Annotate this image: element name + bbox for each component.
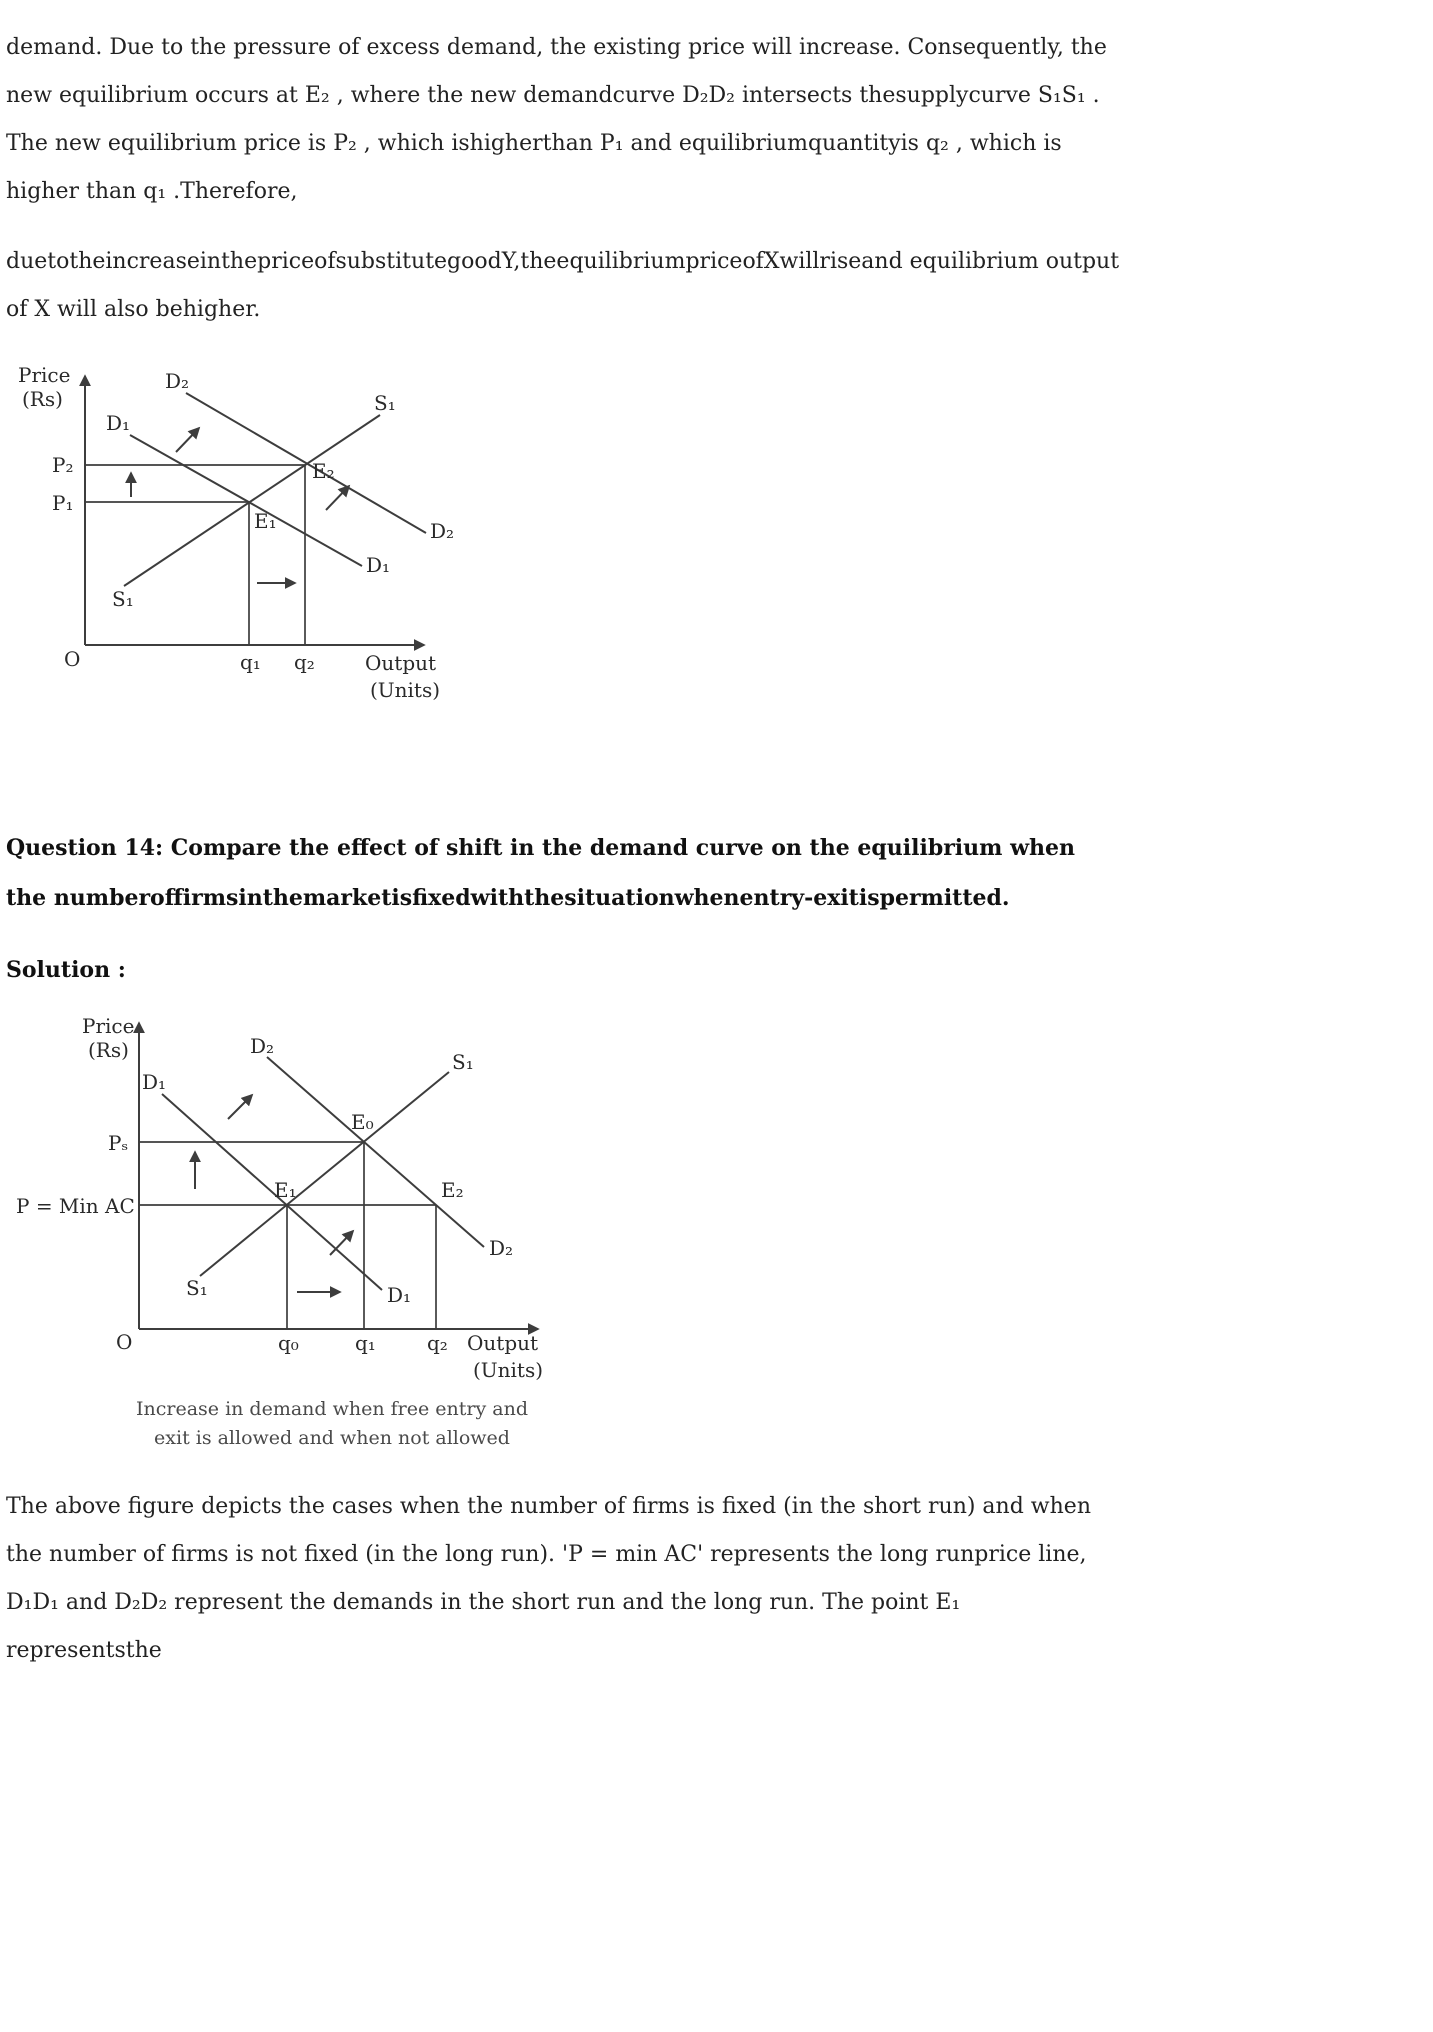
q2-axis-label: q₂ xyxy=(294,650,315,674)
d1-top-label: D₁ xyxy=(106,411,131,435)
d2-end-label: D₂ xyxy=(430,519,455,543)
q1-axis-label: q₁ xyxy=(355,1331,376,1355)
e2-point-label: E₂ xyxy=(312,459,335,483)
figure-demand-shift xyxy=(10,360,1433,719)
s1-top-label: S₁ xyxy=(374,391,396,415)
d1-end-label: D₁ xyxy=(366,553,391,577)
d1-end-label: D₁ xyxy=(387,1283,412,1307)
figure1-svg xyxy=(10,360,460,715)
figure-caption-line2: exit is allowed and when not allowed xyxy=(154,1427,510,1449)
q0-axis-label: q₀ xyxy=(278,1331,299,1355)
q2-axis-label: q₂ xyxy=(427,1331,448,1355)
q1-axis-label: q₁ xyxy=(240,650,261,674)
s1-bottom-label: S₁ xyxy=(186,1276,208,1300)
e1-point-label: E₁ xyxy=(254,509,277,533)
e2-point-label: E₂ xyxy=(441,1178,464,1202)
figure-free-entry-exit xyxy=(12,1009,560,1453)
figure2-svg xyxy=(12,1009,552,1387)
solution-heading: Solution : xyxy=(6,957,126,983)
demand-shift-arrow-mid-icon xyxy=(326,486,349,510)
ps-axis-label: Pₛ xyxy=(108,1131,129,1155)
d1-curve xyxy=(162,1094,382,1290)
paragraph-conclusion: duetotheincreaseinthepriceofsubstitutegoodY,theequilibriumpriceofXwillriseand equilibrium output of X will also behigher. xyxy=(6,249,1120,322)
y-axis-title-line2: (Rs) xyxy=(88,1038,129,1062)
d2-top-label: D₂ xyxy=(250,1034,275,1058)
paragraph-explanation: The above figure depicts the cases when the number of firms is fixed (in the short run) and when the number of firms is not fixed (in the long run). 'P = min AC' represents the long runprice line, D₁D₁ and D₂D₂ represent the demands in the short run and the long run. The point E₁ representsthe xyxy=(6,1494,1091,1663)
d1-curve xyxy=(130,435,362,566)
e0-point-label: E₀ xyxy=(351,1110,374,1134)
e1-point-label: E₁ xyxy=(274,1178,297,1202)
y-axis-title-line2: (Rs) xyxy=(22,387,63,411)
x-axis-title-line1: Output xyxy=(365,651,437,675)
x-axis-title-line2: (Units) xyxy=(473,1358,544,1382)
d2-top-label: D₂ xyxy=(165,369,190,393)
question-14-text: Question 14: Compare the effect of shift in the demand curve on the equilibrium when the numberoffirmsinthemarketisfixedwiththesituationwhenentry-exitispermitted. xyxy=(6,835,1076,911)
p1-axis-label: P₁ xyxy=(52,491,74,515)
figure-caption-line1: Increase in demand when free entry and xyxy=(136,1398,528,1420)
demand-shift-arrow-mid-icon xyxy=(330,1231,353,1255)
y-axis-title-line1: Price xyxy=(18,363,71,387)
s1-curve xyxy=(200,1072,449,1276)
s1-bottom-label: S₁ xyxy=(112,587,134,611)
origin-label: O xyxy=(64,647,81,671)
d1-top-label: D₁ xyxy=(142,1070,167,1094)
x-axis-title-line2: (Units) xyxy=(370,678,441,702)
s1-top-label: S₁ xyxy=(452,1050,474,1074)
figure-caption xyxy=(112,1395,552,1453)
s1-curve xyxy=(124,415,380,586)
demand-shift-arrow-top-icon xyxy=(176,428,199,452)
d2-curve xyxy=(267,1057,484,1247)
paragraph-continuation: demand. Due to the pressure of excess demand, the existing price will increase. Consequently, the new equilibrium occurs at E₂ , where the new demandcurve D₂D₂ intersects thesupplycurve S₁S₁ . The new equilibrium price is P₂ , which ishigherthan P₁ and equilibriumquantityis q₂ , which is higher than q₁ .Therefore, xyxy=(6,35,1107,204)
y-axis-title-line1: Price xyxy=(82,1014,135,1038)
p-min-ac-label: P = Min AC xyxy=(16,1194,135,1218)
x-axis-title-line1: Output xyxy=(467,1331,539,1355)
d2-end-label: D₂ xyxy=(489,1236,514,1260)
demand-shift-arrow-top-icon xyxy=(228,1095,252,1119)
p2-axis-label: P₂ xyxy=(52,453,74,477)
origin-label: O xyxy=(116,1330,133,1354)
